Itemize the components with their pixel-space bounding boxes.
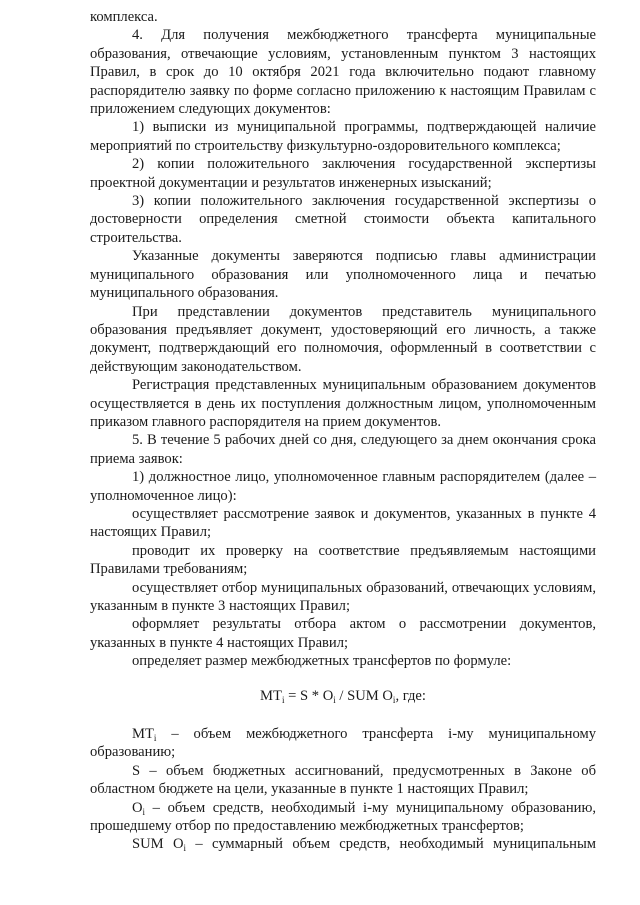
definition-mt-subscript: i bbox=[153, 733, 157, 744]
document-page bbox=[90, 8, 596, 854]
definition-s: S – объем бюджетных ассигнований, предусмотренных в Законе об областном бюджете на цели, указанные в пункте 1 настоящих Правил; bbox=[90, 762, 596, 798]
body-text bbox=[90, 8, 596, 671]
definition-mt-symbol: МТ bbox=[132, 726, 154, 743]
formula-mt: МТ bbox=[260, 687, 282, 704]
definition-o bbox=[90, 799, 596, 836]
formula-o-subscript: i bbox=[333, 694, 336, 705]
formula-divide-sum: / SUM O bbox=[335, 687, 393, 704]
paragraph: комплекса. bbox=[90, 9, 158, 25]
paragraph: При представлении документов представитель муниципального образования предъявляет документ, удостоверяющий его личность, а также документ, подтверждающий его полномочия, оформленный в соответствии с действующим законодательством. bbox=[90, 303, 596, 375]
formula bbox=[90, 687, 596, 705]
definition-sum-symbol: SUM O bbox=[132, 836, 184, 853]
paragraph: оформляет результаты отбора актом о рассмотрении документов, указанных в пункте 4 настоящих Правил; bbox=[90, 616, 596, 651]
definition-sum-subscript: i bbox=[183, 843, 187, 854]
definition-sum bbox=[90, 835, 596, 853]
definition-o-text: – объем средств, необходимый i-му муниципальному образованию, прошедшему отбор по предоставлению межбюджетных трансфертов; bbox=[90, 799, 596, 835]
paragraph: Регистрация представленных муниципальным образованием документов осуществляется в день их поступления должностным лицом, уполномоченным приказом главного распорядителя на прием документов. bbox=[90, 377, 596, 430]
formula-tail: , где: bbox=[395, 687, 426, 704]
definition-mt-text: – объем межбюджетного трансферта i-му муниципальному образованию; bbox=[90, 726, 596, 761]
paragraph: 2) копии положительного заключения государственной экспертизы проектной документации и результатов инженерных изысканий; bbox=[90, 156, 596, 191]
definition-o-symbol: O bbox=[132, 799, 143, 816]
formula-s-times-o: = S * O bbox=[284, 687, 334, 704]
definition-mt bbox=[90, 725, 596, 762]
formula-sum-subscript: i bbox=[392, 694, 396, 705]
paragraph: определяет размер межбюджетных трансфертов по формуле: bbox=[132, 653, 512, 670]
formula-mt-subscript: i bbox=[281, 694, 285, 705]
paragraph: 5. В течение 5 рабочих дней со дня, следующего за днем окончания срока приема заявок: bbox=[90, 432, 596, 467]
definition-sum-text: – суммарный объем средств, необходимый муниципальным bbox=[186, 836, 596, 853]
paragraph: осуществляет рассмотрение заявок и документов, указанных в пункте 4 настоящих Правил; bbox=[90, 505, 596, 541]
paragraph: 3) копии положительного заключения государственной экспертизы о достоверности определения сметной стоимости объекта капитального строительства. bbox=[90, 193, 596, 246]
paragraph: 4. Для получения межбюджетного трансферта муниципальные образования, отвечающие условиям, установленным пунктом 3 настоящих Правил, в срок до 10 октября 2021 года включительно подают главному распорядителю заявку по форме согласно приложению к настоящим Правилам с приложением следующих документов: bbox=[90, 27, 596, 118]
paragraph: 1) должностное лицо, уполномоченное главным распорядителем (далее – уполномоченное лицо): bbox=[90, 469, 596, 504]
paragraph: Указанные документы заверяются подписью главы администрации муниципального образования или уполномоченного лица и печатью муниципального образования. bbox=[90, 248, 596, 302]
definition-o-subscript: i bbox=[142, 806, 146, 817]
paragraph: проводит их проверку на соответствие предъявляемым настоящими Правилами требованиям; bbox=[90, 542, 596, 578]
paragraph: 1) выписки из муниципальной программы, подтверждающей наличие мероприятий по строительству физкультурно-оздоровительного комплекса; bbox=[90, 119, 596, 154]
paragraph: осуществляет отбор муниципальных образований, отвечающих условиям, указанным в пункте 3 настоящих Правил; bbox=[90, 579, 596, 614]
